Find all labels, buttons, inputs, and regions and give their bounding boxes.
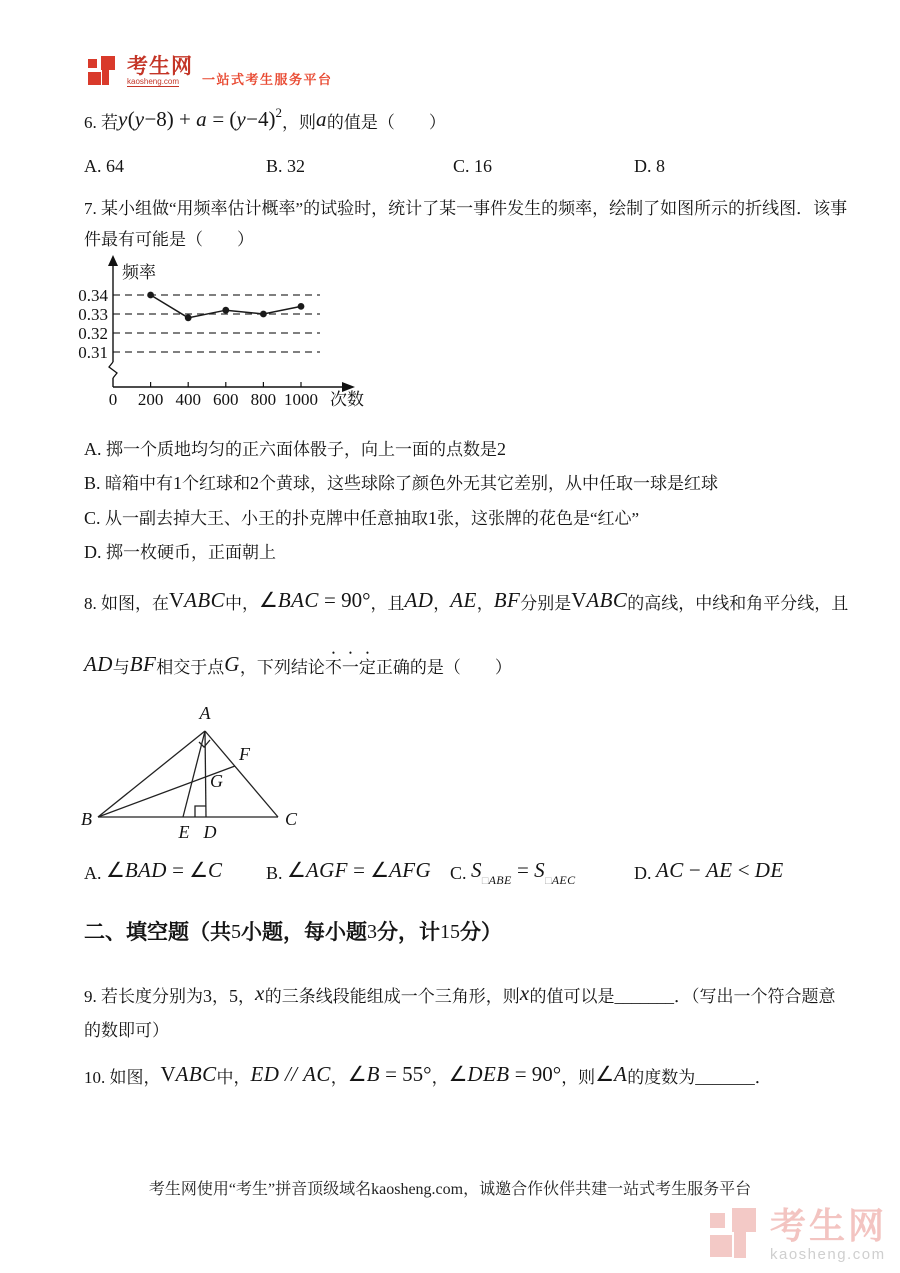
text-segment: y [134,107,145,131]
question-7-stem-line1 [84,197,847,222]
text-segment: 小题，每小题 [241,920,367,944]
text-segment: AEC [551,873,576,887]
text-segment: AC [303,1062,331,1086]
text-segment: 的度数为_______． [627,1068,772,1087]
text-segment: ，下列结论 [239,658,325,677]
text-segment: ∠ [595,1062,615,1086]
text-segment: ∠ [287,858,306,882]
text-segment: 5 [229,986,238,1006]
text-segment: ABC [586,588,628,612]
figure-label-g: G [210,771,223,791]
data-point [147,292,154,299]
y-tick-label: 0.32 [78,324,108,343]
text-segment: AFG [389,858,432,882]
text-segment: −4) [246,107,276,131]
logo-domain: kaosheng.com [127,77,180,86]
text-segment: = [511,858,535,882]
text-segment: A [614,1062,628,1086]
text-segment: ED [250,1062,280,1086]
question-8-option-b [266,858,431,884]
x-axis-title: 次数 [330,390,364,409]
logo-title: 考生网 [127,55,193,78]
text-segment: = ( [207,107,237,131]
x-tick-label: 0 [108,390,118,409]
text-segment: 件最有可能是（ ） [84,230,254,249]
data-point [260,311,267,318]
question-6-option-a [84,156,124,177]
question-8-options [84,858,844,890]
data-point [185,314,192,321]
question-8-stem-line2 [84,648,512,681]
text-segment: ABC [184,588,226,612]
text-segment: AE [705,858,733,882]
text-segment: 不一定 [324,658,376,677]
text-segment: x [255,981,265,1005]
question-8-option-a [84,858,222,884]
text-segment: 15 [440,921,460,943]
text-segment: ， [476,594,494,613]
text-segment: y [236,107,247,131]
site-logo [88,56,333,89]
text-segment: 2 [497,439,506,459]
text-segment: 个红球和 [182,474,251,493]
text-segment: ∠ [347,1062,367,1086]
text-segment: 分，计 [377,920,440,944]
text-segment: < [732,858,755,882]
text-segment: ∠ [106,858,125,882]
text-segment: 2 [250,473,260,493]
text-segment: D. [634,863,656,883]
text-segment: 8. 如图，在 [84,594,169,613]
question-8-option-d [634,858,784,884]
text-segment: C. [84,508,106,528]
text-segment: □ [481,875,489,887]
text-segment: AC [656,858,684,882]
text-segment: 中， [225,594,260,613]
text-segment: D. [84,542,106,562]
section-2-heading [84,917,502,947]
text-segment: B. [266,863,288,883]
text-segment: C [208,858,223,882]
text-segment: = 55° [379,1062,432,1086]
x-tick-label: 800 [250,390,277,409]
question-7-stem-line2 [84,228,254,253]
question-8-stem-line1 [84,585,848,617]
text-segment: ， [433,594,451,613]
text-segment: G [224,652,240,676]
text-segment: D. 8 [634,156,665,176]
question-7-option-d [84,539,276,566]
text-segment: 10. 如图， [84,1068,161,1087]
text-segment: ， [330,1068,348,1087]
text-segment: C. 16 [453,156,493,176]
text-segment: 分别是 [520,594,572,613]
x-tick-label: 400 [175,390,201,409]
text-segment: −8) + [144,107,197,131]
text-segment: 张，这张牌的花色是“红心” [437,509,640,528]
question-8-option-c [450,858,576,888]
watermark-domain: kaosheng.com [770,1246,886,1263]
text-segment: A. 64 [84,156,124,176]
question-6-stem [84,104,446,136]
question-6-option-b [266,156,305,177]
text-segment: 掷一个质地均匀的正六面体骰子，向上一面的点数是 [106,440,497,459]
data-point [222,307,229,314]
question-7-option-c [84,505,639,532]
text-segment: 5 [231,921,241,943]
x-tick-label: 600 [213,390,239,409]
watermark-logo [710,1205,888,1264]
text-segment: DEB [467,1062,510,1086]
text-segment: 暗箱中有 [105,474,174,493]
y-axis-title: 频率 [122,263,156,282]
text-segment: V [571,588,587,612]
question-6-option-c [453,156,492,177]
figure-label-e: E [178,822,190,842]
figure-label-f: F [239,744,250,764]
text-segment: = 90° [509,1062,562,1086]
question-9-stem-line1 [84,978,835,1010]
question-7-option-a [84,436,506,463]
text-segment: 分） [460,920,502,944]
text-segment: y [118,107,128,131]
text-segment: ABE [488,873,512,887]
text-segment: BF [129,652,157,676]
text-segment: B. 32 [266,156,306,176]
text-segment: BAD [124,858,167,882]
text-segment: 7. 某小组做“用频率估计概率”的试验时，统计了某一事件发生的频率，绘制了如图所示的折线图．该事 [84,199,848,218]
text-segment: ， [212,987,229,1006]
text-segment: 的三条线段能组成一个三角形，则 [264,987,520,1006]
text-segment: AGF [305,858,348,882]
text-segment: AD [84,652,113,676]
text-segment: AD [404,588,434,612]
text-segment: 相交于点 [156,658,225,677]
question-7-option-b [84,470,718,497]
text-segment: 的值可以是_______．（写出一个符合题意 [529,987,836,1006]
text-segment: B [366,1062,380,1086]
text-segment: = ∠ [347,858,390,882]
logo-tagline: 一站式考生服务平台 [202,72,333,87]
y-axis-break [109,362,117,378]
text-segment: 9. 若长度分别为 [84,987,203,1006]
text-segment: ， [238,987,255,1006]
text-segment: 1 [173,473,183,493]
text-segment: DE [754,858,784,882]
question-10-stem [84,1059,772,1091]
text-segment: AE [450,588,477,612]
text-segment: 正确的是（ ） [375,658,512,677]
y-tick-label: 0.33 [78,305,108,324]
text-segment: A. [84,863,106,883]
text-segment: 二、填空题（共 [84,920,231,944]
text-segment: 的值是（ ） [326,113,446,132]
text-segment: ( [127,107,135,131]
frequency-line-chart [78,252,408,422]
y-axis-arrow [108,255,118,266]
text-segment: ，则 [561,1068,596,1087]
x-tick-label: 200 [137,390,164,409]
text-segment: ∠ [448,1062,468,1086]
kaosheng-logo-icon [88,56,118,89]
text-segment: = 90° [318,588,371,612]
text-segment: ，且 [370,594,405,613]
data-point [298,303,305,310]
text-segment: ABC [175,1062,217,1086]
figure-label-b: B [81,809,92,829]
text-segment: a [196,107,208,131]
text-segment: V [169,588,185,612]
text-segment: ∠ [259,588,278,612]
text-segment: S [471,858,482,882]
figure-label-a: A [199,703,211,723]
text-segment: A. [84,439,106,459]
y-tick-label: 0.34 [78,286,108,305]
text-segment: V [160,1062,176,1086]
text-segment: x [519,981,530,1005]
text-segment: 3 [367,921,377,943]
text-segment: 2 [275,105,282,120]
text-segment: 掷一枚硬币，正面朝上 [106,543,276,562]
watermark-logo-icon [710,1208,760,1264]
text-segment: // [279,1062,304,1086]
side-AB [98,731,205,817]
text-segment: 中， [216,1068,251,1087]
footer-text: 考生网使用“考生”拼音顶级域名kaosheng.com，诚邀合作伙伴共建一站式考生服务平台 [148,1181,752,1198]
text-segment: 3 [203,986,212,1006]
text-segment: 从一副去掉大王、小王的扑克牌中任意抽取 [105,509,429,528]
triangle-figure [80,703,330,858]
text-segment: − [683,858,706,882]
right-angle-mark-D [195,806,206,817]
y-tick-label: 0.31 [78,343,108,362]
question-6-options [84,156,844,188]
text-segment: S [534,858,546,882]
text-segment: = ∠ [166,858,209,882]
figure-label-d: D [203,822,217,842]
text-segment: 6. 若 [84,113,118,132]
x-tick-label: 1000 [284,390,318,409]
text-segment: BAC [277,588,319,612]
text-segment: 的数即可） [84,1021,169,1040]
text-segment: BF [493,588,521,612]
question-6-option-d [634,156,665,177]
text-segment: B. [84,473,106,493]
watermark-title: 考生网 [770,1205,888,1246]
text-segment: 与 [112,658,130,677]
figure-label-c: C [285,809,298,829]
question-9-stem-line2 [84,1019,169,1044]
text-segment: 个黄球，这些球除了颜色外无其它差别，从中任取一球是红球 [259,474,719,493]
text-segment: ，则 [281,113,316,132]
text-segment: 1 [428,508,438,528]
text-segment: C. [450,863,472,883]
text-segment: 的高线，中线和角平分线，且 [627,594,849,613]
text-segment: a [315,107,327,131]
text-segment: ， [431,1068,449,1087]
text-segment: □ [545,875,552,887]
